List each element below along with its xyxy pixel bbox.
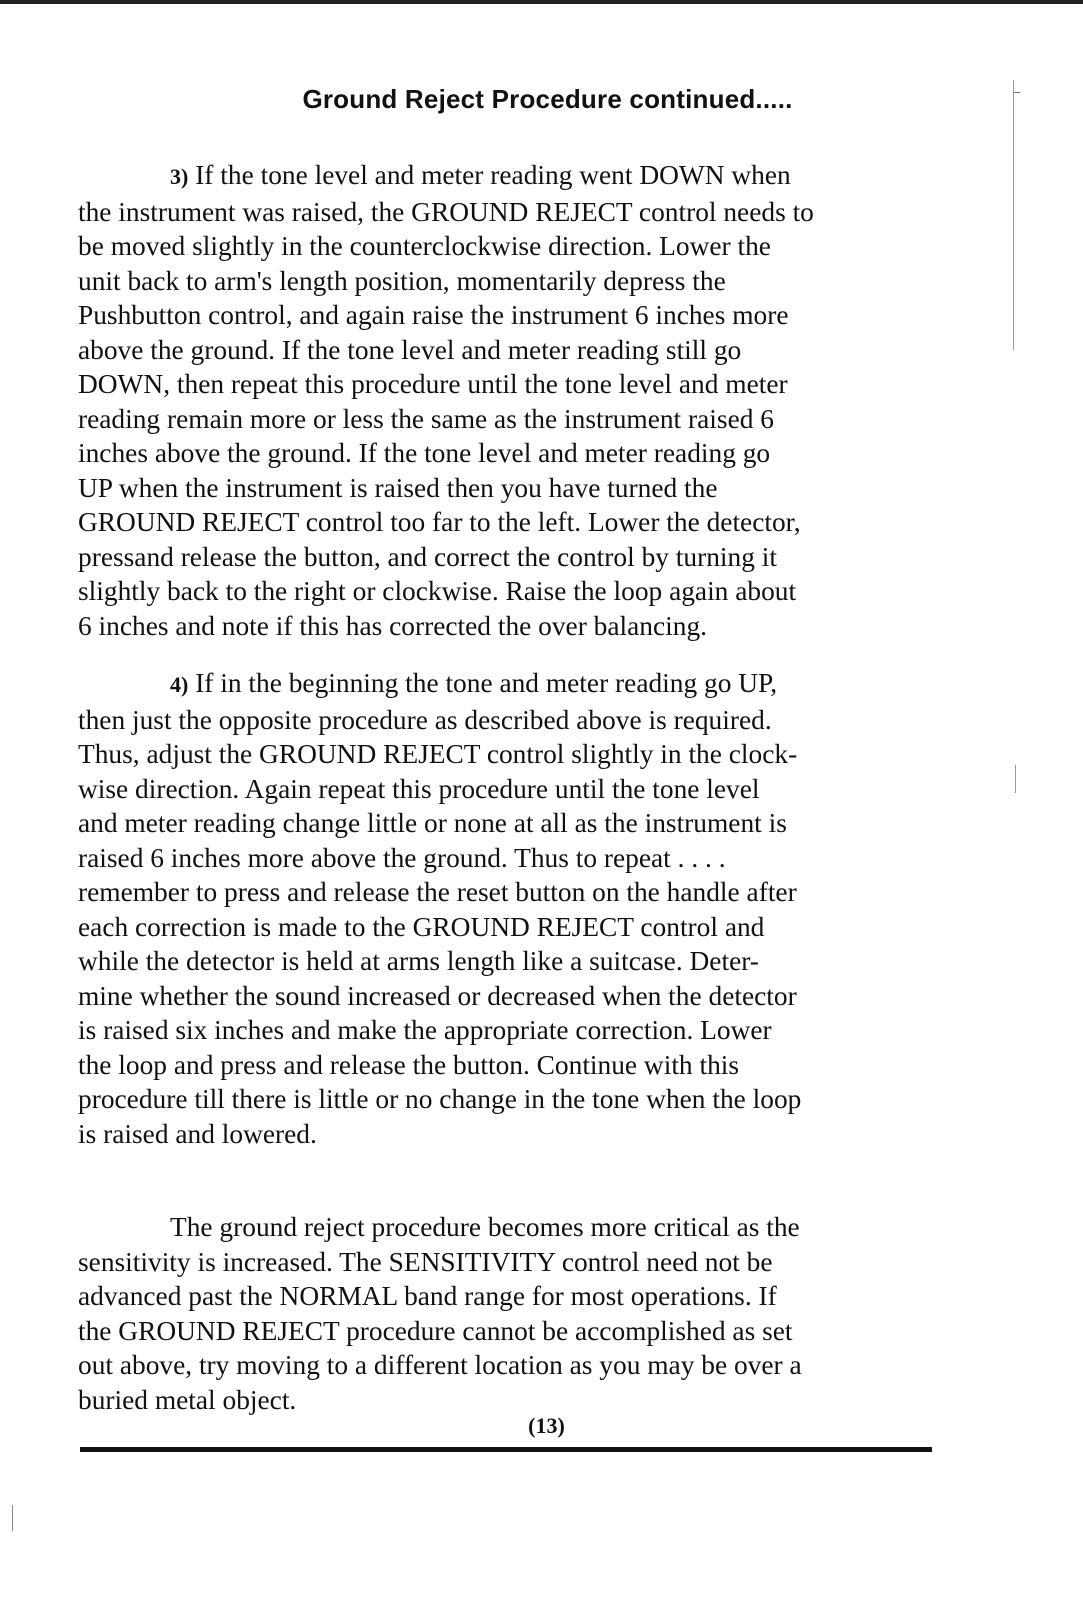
scan-mark	[1015, 765, 1016, 793]
paragraph-line: the GROUND REJECT procedure cannot be accomplished as set	[78, 1315, 793, 1346]
paragraph-line: is raised and lowered.	[78, 1118, 317, 1149]
page-heading: Ground Reject Procedure continued.....	[302, 84, 793, 114]
paragraph-line: raised 6 inches more above the ground. Thus to repeat . . . .	[78, 842, 726, 873]
paragraph-line: 3) If the tone level and meter reading went DOWN when	[170, 160, 791, 190]
paragraph-line: be moved slightly in the counterclockwise direction. Lower the	[78, 231, 771, 261]
paragraph-line: sensitivity is increased. The SENSITIVITY control need not be	[78, 1246, 773, 1277]
bottom-rule	[80, 1447, 932, 1452]
paragraph-line: The ground reject procedure becomes more critical as the	[170, 1212, 800, 1242]
paragraph-line: while the detector is held at arms length like a suitcase. Deter-	[78, 946, 759, 976]
paragraph-line: DOWN, then repeat this procedure until the tone level and meter	[78, 369, 788, 399]
paragraph-line: each correction is made to the GROUND REJECT control and	[78, 911, 765, 942]
paragraph-line: reading remain more or less the same as the instrument raised 6	[78, 403, 774, 434]
paragraph-line: Thus, adjust the GROUND REJECT control slightly in the clock-	[78, 739, 798, 769]
paragraph-line: the loop and press and release the button. Continue with this	[78, 1049, 740, 1080]
paragraph-line: buried metal object.	[78, 1384, 297, 1415]
scan-mark	[1014, 92, 1020, 93]
paragraph-line: unit back to arm's length position, momentarily depress the	[78, 265, 726, 296]
paragraph-line: the instrument was raised, the GROUND REJECT control needs to	[78, 196, 814, 227]
paragraph-line: then just the opposite procedure as described above is required.	[78, 704, 772, 735]
paragraph-line: and meter reading change little or none at all as the instrument is	[78, 808, 787, 838]
scan-mark	[12, 1505, 13, 1531]
paragraph-line: mine whether the sound increased or decreased when the detector	[78, 980, 797, 1011]
scan-mark	[1013, 80, 1014, 350]
top-rule	[0, 0, 1083, 4]
paragraph-line: GROUND REJECT control too far to the left. Lower the detector,	[78, 507, 801, 537]
paragraph-line: 4) If in the beginning the tone and meter reading go UP,	[170, 668, 778, 698]
step-number: 3)	[170, 164, 189, 189]
paragraph-line: above the ground. If the tone level and meter reading still go	[78, 334, 742, 365]
paragraph-line: UP when the instrument is raised then you have turned the	[78, 472, 718, 503]
paragraph-line: inches above the ground. If the tone level and meter reading go	[78, 438, 771, 468]
paragraph-line: procedure till there is little or no change in the tone when the loop	[78, 1084, 802, 1114]
paragraph-line: out above, try moving to a different location as you may be over a	[78, 1350, 802, 1380]
page-number: (13)	[528, 1413, 565, 1438]
paragraph-line: Pushbutton control, and again raise the instrument 6 inches more	[78, 300, 789, 330]
paragraph-closing	[78, 1210, 918, 1417]
paragraph-step-4	[78, 666, 918, 1151]
paragraph-line: advanced past the NORMAL band range for most operations. If	[78, 1281, 777, 1311]
paragraph-line: remember to press and release the reset button on the handle after	[78, 877, 797, 907]
paragraph-line: wise direction. Again repeat this procedure until the tone level	[78, 773, 760, 804]
paragraph-step-3	[78, 158, 918, 643]
step-number: 4)	[170, 672, 189, 697]
paragraph-line: slightly back to the right or clockwise. Raise the loop again about	[78, 576, 797, 606]
paragraph-line: pressand release the button, and correct the control by turning it	[78, 541, 777, 572]
paragraph-line: is raised six inches and make the appropriate correction. Lower	[78, 1015, 772, 1045]
paragraph-line: 6 inches and note if this has corrected the over balancing.	[78, 610, 707, 641]
